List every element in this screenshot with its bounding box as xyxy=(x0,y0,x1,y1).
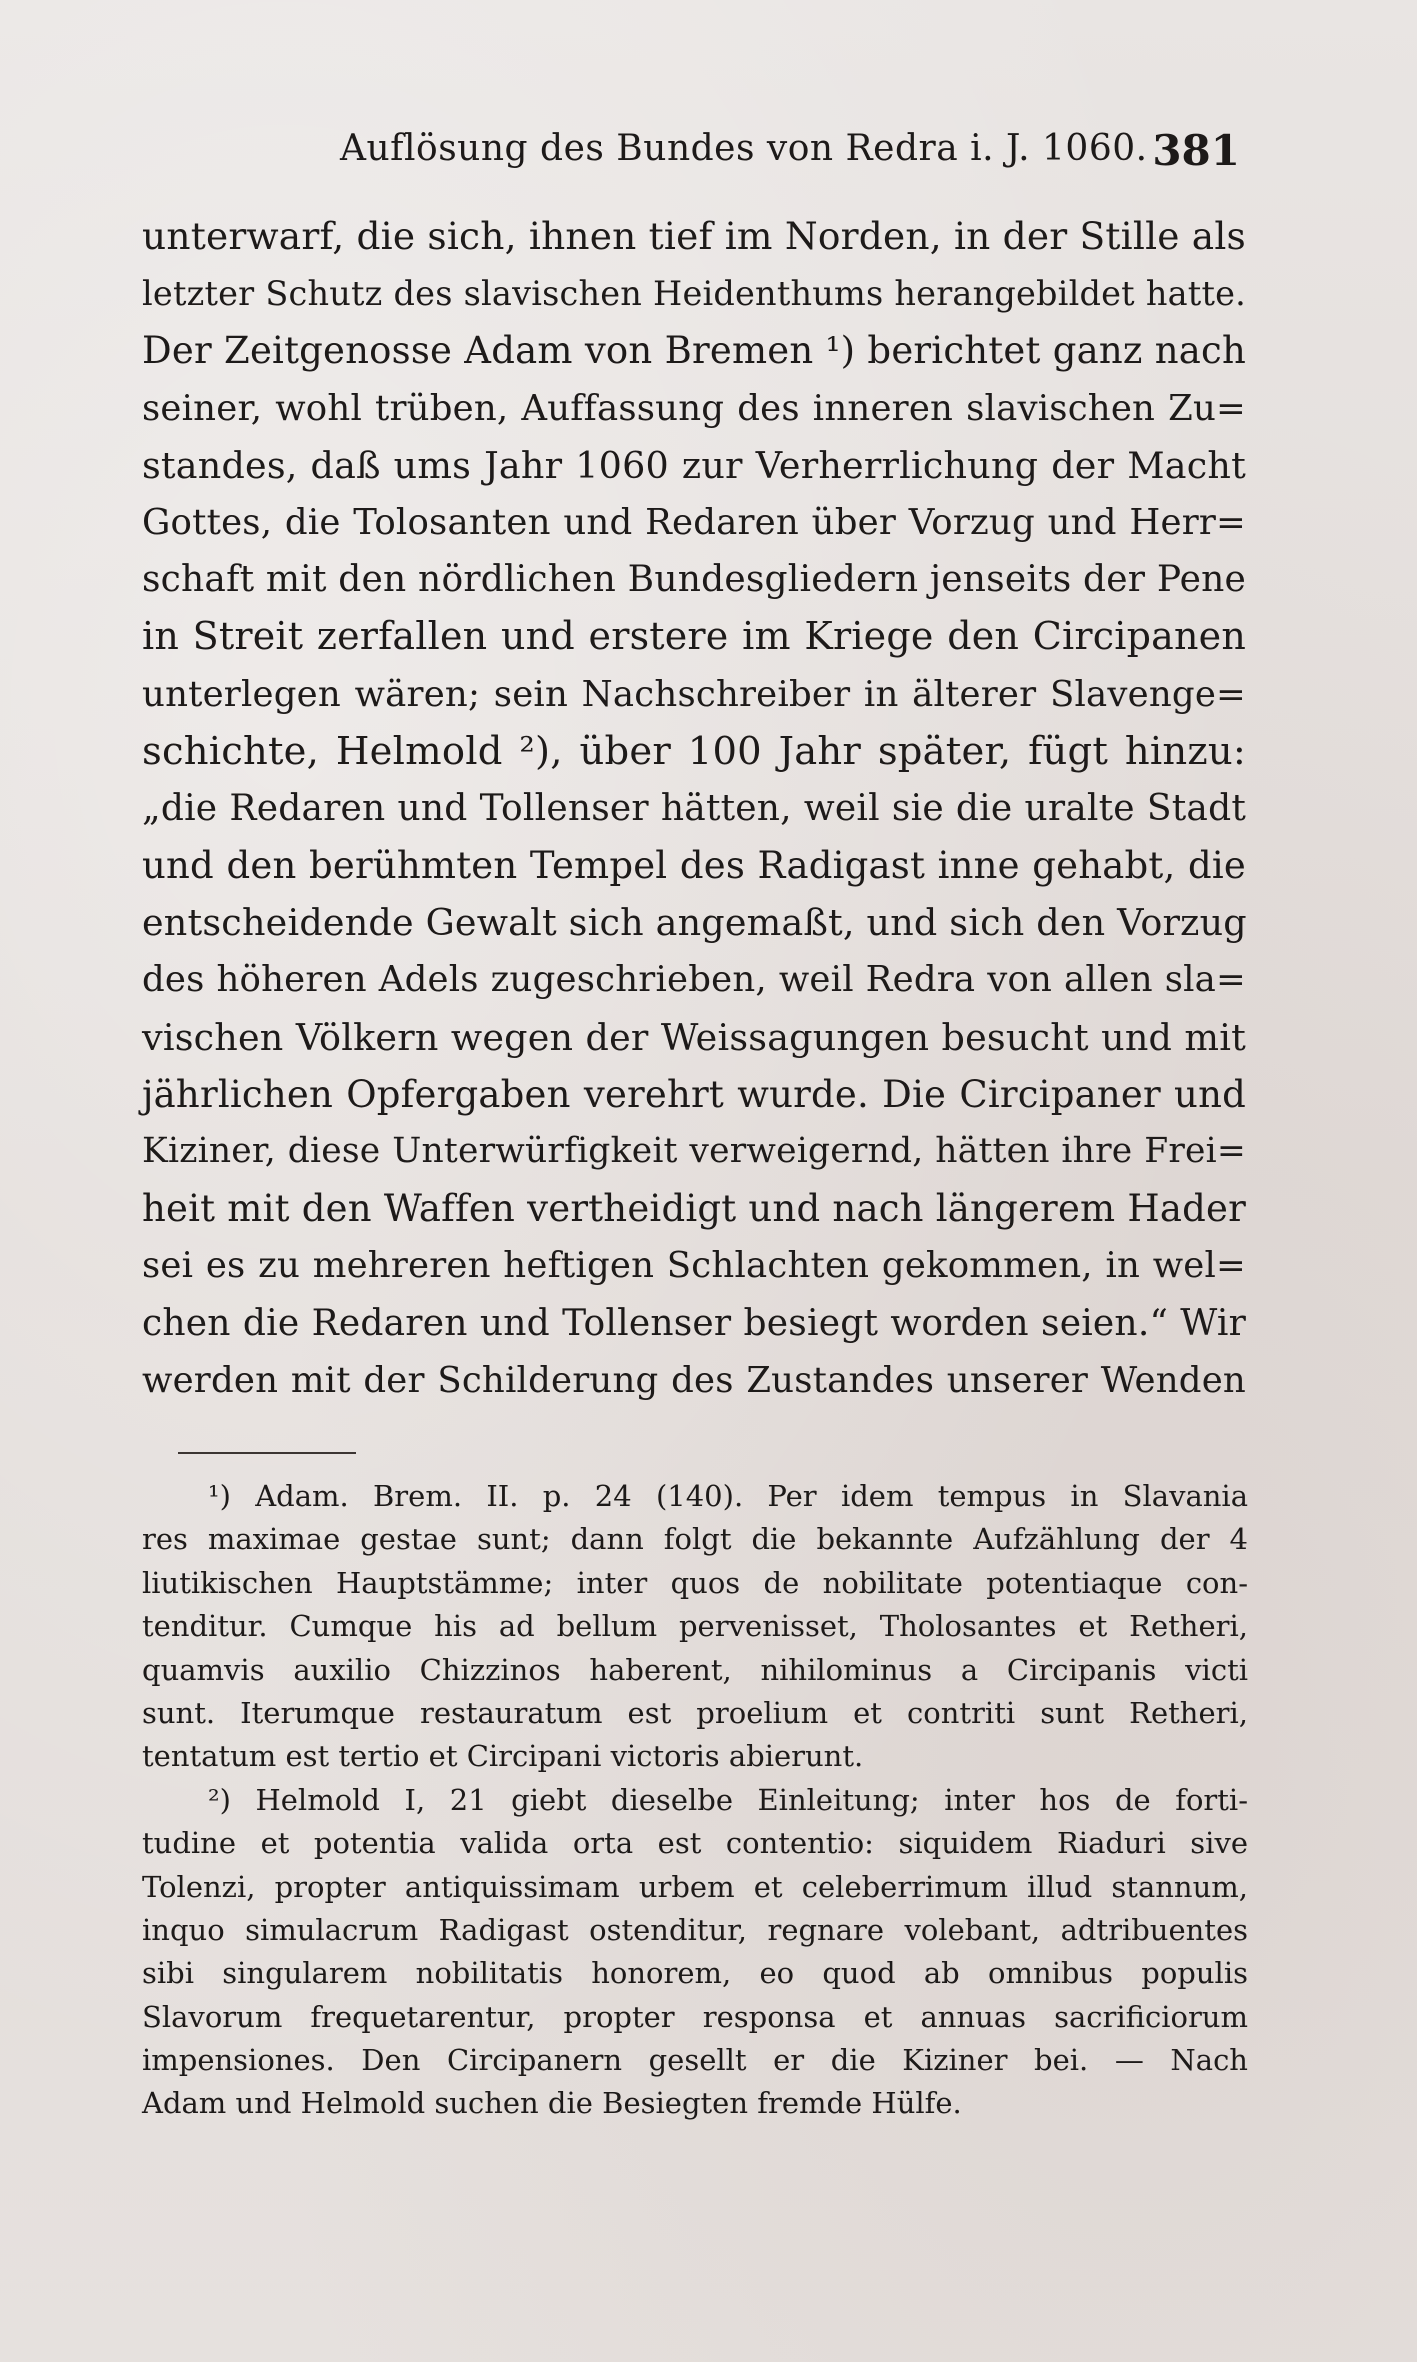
body-line: des höheren Adels zugeschrieben, weil Redra von allen sla= xyxy=(142,959,1246,1001)
body-line: heit mit den Waffen vertheidigt und nach längerem Hader xyxy=(142,1187,1246,1231)
body-line: unterwarf, die sich, ihnen tief im Norden, in der Stille als xyxy=(142,214,1246,258)
body-line: jährlichen Opfergaben verehrt wurde. Die Circipaner und xyxy=(142,1072,1246,1116)
footnote-divider xyxy=(178,1452,356,1454)
body-line: entscheidende Gewalt sich angemaßt, und sich den Vorzug xyxy=(142,901,1247,945)
footnote-line: quamvis auxilio Chizzinos haberent, nihilominus a Circipanis victi xyxy=(142,1652,1248,1687)
footnote-line: ¹) Adam. Brem. II. p. 24 (140). Per idem tempus in Slavania xyxy=(208,1479,1248,1513)
body-line: und den berühmten Tempel des Radigast inne gehabt, die xyxy=(142,844,1246,888)
footnote-line: res maximae gestae sunt; dann folgt die bekannte Aufzählung der 4 xyxy=(142,1522,1248,1557)
footnote-line: Slavorum frequetarentur, propter responsa et annuas sacrificiorum xyxy=(142,1999,1248,2034)
running-title: Auflösung des Bundes von Redra i. J. 1060. xyxy=(340,128,1148,169)
footnote-line: inquo simulacrum Radigast ostenditur, regnare volebant, adtribuentes xyxy=(142,1912,1248,1947)
body-line: schaft mit den nördlichen Bundesgliedern jenseits der Pene xyxy=(142,559,1247,601)
body-line: letzter Schutz des slavischen Heidenthums herangebildet hatte. xyxy=(142,274,1246,314)
footnote-line: tenditur. Cumque his ad bellum pervenisset, Tholosantes et Retheri, xyxy=(142,1609,1248,1644)
footnotes xyxy=(142,1475,1248,2126)
body-line: „die Redaren und Tollenser hätten, weil sie die uralte Stadt xyxy=(142,787,1246,829)
footnote-line: tudine et potentia valida orta est contentio: siquidem Riaduri sive xyxy=(142,1826,1248,1861)
footnote-line: sunt. Iterumque restauratum est proelium et contriti sunt Retheri, xyxy=(142,1695,1248,1730)
page-number: 381 xyxy=(1152,126,1240,175)
body-line: vischen Völkern wegen der Weissagungen besucht und mit xyxy=(142,1015,1246,1059)
body-line: seiner, wohl trüben, Auffassung des inneren slavischen Zu= xyxy=(142,387,1246,429)
body-line: standes, daß ums Jahr 1060 zur Verherrlichung der Macht xyxy=(142,443,1246,487)
body-line: unterlegen wären; sein Nachschreiber in älterer Slavenge= xyxy=(142,673,1246,715)
running-head xyxy=(340,128,1240,188)
footnote-line: Tolenzi, propter antiquissimam urbem et celeberrimum illud stannum, xyxy=(142,1869,1248,1904)
body-line: chen die Redaren und Tollenser besiegt worden seien.“ Wir xyxy=(142,1302,1246,1344)
body-text xyxy=(142,208,1246,1409)
footnote-line: ²) Helmold I, 21 giebt dieselbe Einleitung; inter hos de forti- xyxy=(208,1782,1248,1817)
footnote-line: impensiones. Den Circipanern gesellt er die Kiziner bei. — Nach xyxy=(142,2043,1248,2078)
body-line: schichte, Helmold ²), über 100 Jahr später, fügt hinzu: xyxy=(142,728,1246,774)
body-line: Der Zeitgenosse Adam von Bremen ¹) berichtet ganz nach xyxy=(142,329,1246,373)
footnote-line: liutikischen Hauptstämme; inter quos de nobilitate potentiaque con- xyxy=(142,1565,1248,1600)
body-line: Gottes, die Tolosanten und Redaren über Vorzug und Herr= xyxy=(142,501,1246,543)
body-line: werden mit der Schilderung des Zustandes unserer Wenden xyxy=(142,1359,1246,1401)
footnote-line: Adam und Helmold suchen die Besiegten fremde Hülfe. xyxy=(142,2086,962,2121)
body-line: sei es zu mehreren heftigen Schlachten gekommen, in wel= xyxy=(142,1245,1246,1287)
footnote-line: tentatum est tertio et Circipani victoris abierunt. xyxy=(142,1739,864,1774)
body-line: in Streit zerfallen und erstere im Kriege den Circipanen xyxy=(142,614,1246,659)
footnote-line: sibi singularem nobilitatis honorem, eo quod ab omnibus populis xyxy=(142,1956,1248,1991)
body-line: Kiziner, diese Unterwürfigkeit verweigernd, hätten ihre Frei= xyxy=(142,1131,1246,1171)
